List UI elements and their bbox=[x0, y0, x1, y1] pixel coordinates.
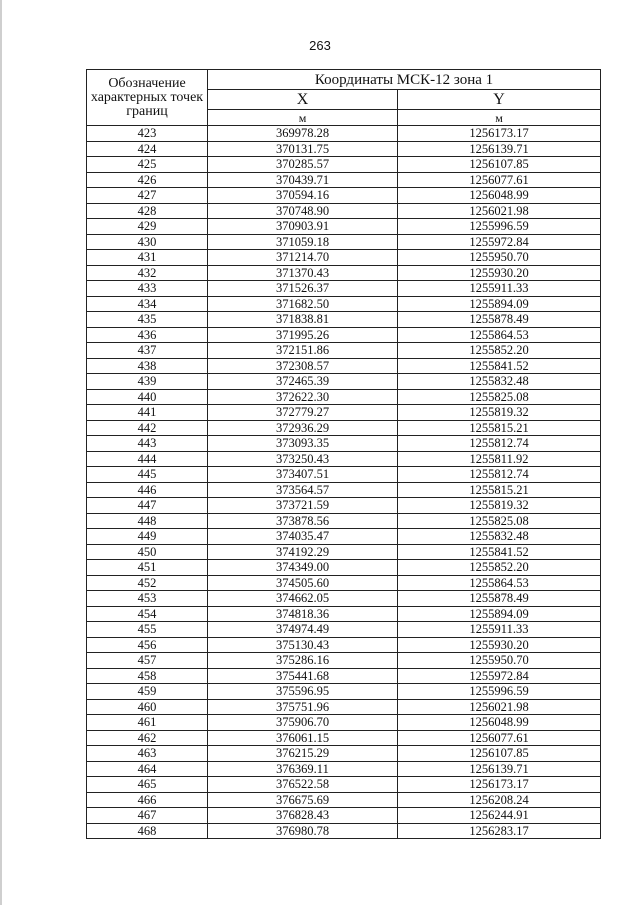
point-number-cell: 467 bbox=[87, 808, 208, 824]
table-row bbox=[87, 234, 601, 250]
x-coordinate-cell: 369978.28 bbox=[208, 126, 398, 142]
table-row bbox=[87, 761, 601, 777]
point-number-cell: 432 bbox=[87, 265, 208, 281]
x-coordinate-cell: 370439.71 bbox=[208, 172, 398, 188]
y-coordinate-cell: 1256173.17 bbox=[398, 777, 601, 793]
x-coordinate-cell: 373721.59 bbox=[208, 498, 398, 514]
scan-edge-left bbox=[0, 0, 2, 905]
point-number-cell: 440 bbox=[87, 389, 208, 405]
x-coordinate-cell: 373250.43 bbox=[208, 451, 398, 467]
point-designation-header: Обозначение характерных точек границ bbox=[87, 70, 208, 126]
point-number-cell: 468 bbox=[87, 823, 208, 839]
table-row bbox=[87, 575, 601, 591]
y-coordinate-cell: 1256048.99 bbox=[398, 715, 601, 731]
point-number-cell: 462 bbox=[87, 730, 208, 746]
x-coordinate-cell: 376369.11 bbox=[208, 761, 398, 777]
table-row bbox=[87, 420, 601, 436]
x-coordinate-cell: 371059.18 bbox=[208, 234, 398, 250]
y-coordinate-cell: 1256283.17 bbox=[398, 823, 601, 839]
x-coordinate-cell: 371838.81 bbox=[208, 312, 398, 328]
x-coordinate-cell: 374974.49 bbox=[208, 622, 398, 638]
x-coordinate-cell: 373093.35 bbox=[208, 436, 398, 452]
point-number-cell: 463 bbox=[87, 746, 208, 762]
y-coordinate-cell: 1255864.53 bbox=[398, 575, 601, 591]
table-row bbox=[87, 265, 601, 281]
x-coordinate-cell: 374662.05 bbox=[208, 591, 398, 607]
point-number-cell: 449 bbox=[87, 529, 208, 545]
x-coordinate-cell: 376061.15 bbox=[208, 730, 398, 746]
table-row bbox=[87, 126, 601, 142]
y-coordinate-cell: 1255832.48 bbox=[398, 529, 601, 545]
table-row bbox=[87, 327, 601, 343]
y-coordinate-cell: 1256077.61 bbox=[398, 172, 601, 188]
x-coordinate-cell: 375751.96 bbox=[208, 699, 398, 715]
table-row bbox=[87, 513, 601, 529]
x-coordinate-cell: 372779.27 bbox=[208, 405, 398, 421]
x-coordinate-cell: 376675.69 bbox=[208, 792, 398, 808]
point-number-cell: 424 bbox=[87, 141, 208, 157]
table-row bbox=[87, 591, 601, 607]
header-row-group bbox=[87, 70, 601, 90]
x-coordinate-cell: 376828.43 bbox=[208, 808, 398, 824]
table-row bbox=[87, 746, 601, 762]
y-coordinate-cell: 1255841.52 bbox=[398, 544, 601, 560]
table-row bbox=[87, 823, 601, 839]
x-coordinate-cell: 372151.86 bbox=[208, 343, 398, 359]
y-coordinate-cell: 1255812.74 bbox=[398, 467, 601, 483]
point-number-cell: 452 bbox=[87, 575, 208, 591]
point-number-cell: 434 bbox=[87, 296, 208, 312]
x-coordinate-cell: 374818.36 bbox=[208, 606, 398, 622]
y-coordinate-cell: 1255878.49 bbox=[398, 591, 601, 607]
point-number-cell: 457 bbox=[87, 653, 208, 669]
x-coordinate-cell: 374505.60 bbox=[208, 575, 398, 591]
table-row bbox=[87, 668, 601, 684]
table-row bbox=[87, 482, 601, 498]
point-number-cell: 453 bbox=[87, 591, 208, 607]
y-coordinate-cell: 1255996.59 bbox=[398, 219, 601, 235]
point-number-cell: 458 bbox=[87, 668, 208, 684]
x-coordinate-cell: 372308.57 bbox=[208, 358, 398, 374]
point-number-cell: 455 bbox=[87, 622, 208, 638]
y-coordinate-cell: 1255815.21 bbox=[398, 420, 601, 436]
point-number-cell: 456 bbox=[87, 637, 208, 653]
x-coordinate-cell: 375596.95 bbox=[208, 684, 398, 700]
table-row bbox=[87, 529, 601, 545]
y-coordinate-cell: 1255894.09 bbox=[398, 606, 601, 622]
table-row bbox=[87, 405, 601, 421]
table-row bbox=[87, 219, 601, 235]
x-coordinate-cell: 372465.39 bbox=[208, 374, 398, 390]
y-coordinate-cell: 1255832.48 bbox=[398, 374, 601, 390]
y-coordinate-cell: 1255819.32 bbox=[398, 405, 601, 421]
table-row bbox=[87, 792, 601, 808]
y-coordinate-cell: 1255972.84 bbox=[398, 234, 601, 250]
y-coordinate-cell: 1255911.33 bbox=[398, 622, 601, 638]
x-coordinate-cell: 370748.90 bbox=[208, 203, 398, 219]
point-number-cell: 436 bbox=[87, 327, 208, 343]
table-row bbox=[87, 141, 601, 157]
y-unit-header: м bbox=[398, 110, 601, 126]
x-coordinate-cell: 372622.30 bbox=[208, 389, 398, 405]
table-row bbox=[87, 544, 601, 560]
y-coordinate-cell: 1256139.71 bbox=[398, 761, 601, 777]
table-row bbox=[87, 606, 601, 622]
x-coordinate-cell: 376980.78 bbox=[208, 823, 398, 839]
table-row bbox=[87, 358, 601, 374]
table-body bbox=[87, 126, 601, 839]
table-row bbox=[87, 684, 601, 700]
table-row bbox=[87, 343, 601, 359]
x-coordinate-cell: 375130.43 bbox=[208, 637, 398, 653]
point-number-cell: 450 bbox=[87, 544, 208, 560]
y-coordinate-cell: 1255852.20 bbox=[398, 343, 601, 359]
y-coordinate-cell: 1255819.32 bbox=[398, 498, 601, 514]
point-number-cell: 442 bbox=[87, 420, 208, 436]
coordinates-table bbox=[86, 69, 601, 839]
table-row bbox=[87, 699, 601, 715]
y-coordinate-cell: 1255950.70 bbox=[398, 250, 601, 266]
table-row bbox=[87, 653, 601, 669]
table-row bbox=[87, 715, 601, 731]
table-row bbox=[87, 498, 601, 514]
table-row bbox=[87, 730, 601, 746]
x-coordinate-cell: 371526.37 bbox=[208, 281, 398, 297]
table-row bbox=[87, 560, 601, 576]
x-coordinate-cell: 374349.00 bbox=[208, 560, 398, 576]
point-number-cell: 459 bbox=[87, 684, 208, 700]
x-coordinate-cell: 370131.75 bbox=[208, 141, 398, 157]
y-axis-header: Y bbox=[398, 90, 601, 110]
point-number-cell: 425 bbox=[87, 157, 208, 173]
y-coordinate-cell: 1256107.85 bbox=[398, 157, 601, 173]
y-coordinate-cell: 1255841.52 bbox=[398, 358, 601, 374]
x-coordinate-cell: 372936.29 bbox=[208, 420, 398, 436]
y-coordinate-cell: 1255972.84 bbox=[398, 668, 601, 684]
y-coordinate-cell: 1255825.08 bbox=[398, 389, 601, 405]
x-coordinate-cell: 370594.16 bbox=[208, 188, 398, 204]
point-number-cell: 431 bbox=[87, 250, 208, 266]
x-coordinate-cell: 376215.29 bbox=[208, 746, 398, 762]
table-row bbox=[87, 777, 601, 793]
table-row bbox=[87, 622, 601, 638]
point-number-cell: 429 bbox=[87, 219, 208, 235]
point-number-cell: 445 bbox=[87, 467, 208, 483]
x-coordinate-cell: 375906.70 bbox=[208, 715, 398, 731]
y-coordinate-cell: 1256048.99 bbox=[398, 188, 601, 204]
y-coordinate-cell: 1255930.20 bbox=[398, 637, 601, 653]
x-coordinate-cell: 376522.58 bbox=[208, 777, 398, 793]
point-number-cell: 439 bbox=[87, 374, 208, 390]
point-number-cell: 426 bbox=[87, 172, 208, 188]
y-coordinate-cell: 1255950.70 bbox=[398, 653, 601, 669]
x-coordinate-cell: 374192.29 bbox=[208, 544, 398, 560]
point-number-cell: 428 bbox=[87, 203, 208, 219]
table-row bbox=[87, 389, 601, 405]
point-number-cell: 443 bbox=[87, 436, 208, 452]
point-number-cell: 427 bbox=[87, 188, 208, 204]
y-coordinate-cell: 1255930.20 bbox=[398, 265, 601, 281]
y-coordinate-cell: 1256244.91 bbox=[398, 808, 601, 824]
table-row bbox=[87, 172, 601, 188]
y-coordinate-cell: 1255911.33 bbox=[398, 281, 601, 297]
point-number-cell: 454 bbox=[87, 606, 208, 622]
table-row bbox=[87, 436, 601, 452]
point-number-cell: 451 bbox=[87, 560, 208, 576]
point-number-cell: 444 bbox=[87, 451, 208, 467]
point-number-cell: 448 bbox=[87, 513, 208, 529]
y-coordinate-cell: 1255815.21 bbox=[398, 482, 601, 498]
x-coordinate-cell: 371995.26 bbox=[208, 327, 398, 343]
point-number-cell: 446 bbox=[87, 482, 208, 498]
table-row bbox=[87, 157, 601, 173]
y-coordinate-cell: 1256208.24 bbox=[398, 792, 601, 808]
table-header bbox=[87, 70, 601, 126]
point-number-cell: 464 bbox=[87, 761, 208, 777]
y-coordinate-cell: 1255812.74 bbox=[398, 436, 601, 452]
x-coordinate-cell: 370285.57 bbox=[208, 157, 398, 173]
point-number-cell: 438 bbox=[87, 358, 208, 374]
x-coordinate-cell: 373564.57 bbox=[208, 482, 398, 498]
y-coordinate-cell: 1255864.53 bbox=[398, 327, 601, 343]
point-number-cell: 437 bbox=[87, 343, 208, 359]
table-row bbox=[87, 637, 601, 653]
y-coordinate-cell: 1256021.98 bbox=[398, 699, 601, 715]
table-row bbox=[87, 312, 601, 328]
y-coordinate-cell: 1256139.71 bbox=[398, 141, 601, 157]
point-number-cell: 433 bbox=[87, 281, 208, 297]
y-coordinate-cell: 1255825.08 bbox=[398, 513, 601, 529]
table-row bbox=[87, 188, 601, 204]
point-number-cell: 461 bbox=[87, 715, 208, 731]
point-number-cell: 465 bbox=[87, 777, 208, 793]
point-number-cell: 447 bbox=[87, 498, 208, 514]
y-coordinate-cell: 1255894.09 bbox=[398, 296, 601, 312]
point-number-cell: 435 bbox=[87, 312, 208, 328]
table-row bbox=[87, 296, 601, 312]
page-number: 263 bbox=[309, 38, 331, 53]
y-coordinate-cell: 1255878.49 bbox=[398, 312, 601, 328]
point-number-cell: 423 bbox=[87, 126, 208, 142]
point-number-cell: 441 bbox=[87, 405, 208, 421]
table-row bbox=[87, 281, 601, 297]
x-coordinate-cell: 375441.68 bbox=[208, 668, 398, 684]
x-coordinate-cell: 370903.91 bbox=[208, 219, 398, 235]
x-coordinate-cell: 371370.43 bbox=[208, 265, 398, 281]
point-number-cell: 460 bbox=[87, 699, 208, 715]
coordinate-system-header: Координаты МСК-12 зона 1 bbox=[208, 70, 601, 90]
x-coordinate-cell: 375286.16 bbox=[208, 653, 398, 669]
point-number-cell: 466 bbox=[87, 792, 208, 808]
x-coordinate-cell: 371214.70 bbox=[208, 250, 398, 266]
table-row bbox=[87, 250, 601, 266]
table-row bbox=[87, 467, 601, 483]
x-coordinate-cell: 373407.51 bbox=[208, 467, 398, 483]
y-coordinate-cell: 1256021.98 bbox=[398, 203, 601, 219]
table-row bbox=[87, 203, 601, 219]
y-coordinate-cell: 1255811.92 bbox=[398, 451, 601, 467]
table-row bbox=[87, 808, 601, 824]
x-coordinate-cell: 374035.47 bbox=[208, 529, 398, 545]
y-coordinate-cell: 1255852.20 bbox=[398, 560, 601, 576]
x-axis-header: X bbox=[208, 90, 398, 110]
y-coordinate-cell: 1255996.59 bbox=[398, 684, 601, 700]
x-coordinate-cell: 371682.50 bbox=[208, 296, 398, 312]
x-unit-header: м bbox=[208, 110, 398, 126]
y-coordinate-cell: 1256077.61 bbox=[398, 730, 601, 746]
point-number-cell: 430 bbox=[87, 234, 208, 250]
table-row bbox=[87, 451, 601, 467]
x-coordinate-cell: 373878.56 bbox=[208, 513, 398, 529]
y-coordinate-cell: 1256173.17 bbox=[398, 126, 601, 142]
table-row bbox=[87, 374, 601, 390]
y-coordinate-cell: 1256107.85 bbox=[398, 746, 601, 762]
